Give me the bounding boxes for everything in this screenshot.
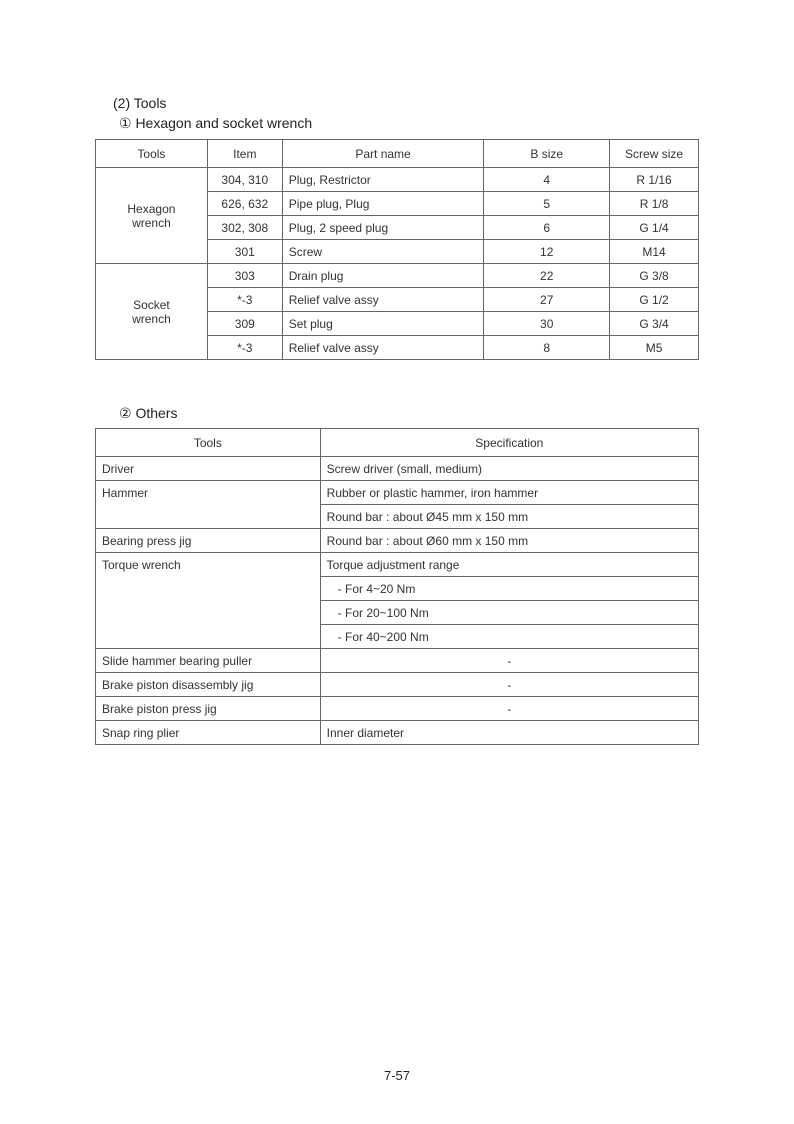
screw-size-cell: R 1/8 bbox=[610, 192, 699, 216]
item-cell: 301 bbox=[207, 240, 282, 264]
item-cell: *-3 bbox=[207, 288, 282, 312]
table-row bbox=[96, 264, 699, 288]
spec-cell: Rubber or plastic hammer, iron hammer bbox=[320, 481, 698, 505]
table-row bbox=[96, 673, 699, 697]
screw-size-cell: G 1/4 bbox=[610, 216, 699, 240]
spec-cell: - For 4~20 Nm bbox=[320, 577, 698, 601]
b-size-cell: 30 bbox=[484, 312, 610, 336]
table-header-row bbox=[96, 429, 699, 457]
spec-cell: Screw driver (small, medium) bbox=[320, 457, 698, 481]
part-name-cell: Plug, Restrictor bbox=[282, 168, 484, 192]
b-size-cell: 5 bbox=[484, 192, 610, 216]
others-table bbox=[95, 428, 699, 745]
tool-cell bbox=[96, 577, 321, 601]
tool-group-label: wrench bbox=[132, 311, 171, 326]
col-header-part-name: Part name bbox=[282, 140, 484, 168]
table-row bbox=[96, 721, 699, 745]
part-name-cell: Set plug bbox=[282, 312, 484, 336]
page-number: 7-57 bbox=[383, 1068, 411, 1083]
tool-cell: Brake piston disassembly jig bbox=[96, 673, 321, 697]
col-header-item: Item bbox=[207, 140, 282, 168]
b-size-cell: 12 bbox=[484, 240, 610, 264]
part-name-cell: Plug, 2 speed plug bbox=[282, 216, 484, 240]
spec-cell: Torque adjustment range bbox=[320, 553, 698, 577]
tool-group-label: wrench bbox=[132, 215, 171, 230]
tool-group-hexagon-wrench bbox=[96, 168, 208, 264]
table-row bbox=[96, 697, 699, 721]
col-header-tools: Tools bbox=[96, 140, 208, 168]
table-row bbox=[96, 649, 699, 673]
spec-cell: - For 20~100 Nm bbox=[320, 601, 698, 625]
tool-group-label: Hexagon bbox=[127, 201, 176, 216]
tool-cell: Hammer bbox=[96, 481, 321, 505]
screw-size-cell: M5 bbox=[610, 336, 699, 360]
b-size-cell: 8 bbox=[484, 336, 610, 360]
col-header-tools: Tools bbox=[96, 429, 321, 457]
b-size-cell: 27 bbox=[484, 288, 610, 312]
tool-cell: Bearing press jig bbox=[96, 529, 321, 553]
item-cell: *-3 bbox=[207, 336, 282, 360]
table-row bbox=[96, 577, 699, 601]
others-title: ② Others bbox=[119, 405, 178, 421]
screw-size-cell: G 3/4 bbox=[610, 312, 699, 336]
tool-group-label: Socket bbox=[133, 297, 170, 312]
table-header-row bbox=[96, 140, 699, 168]
part-name-cell: Relief valve assy bbox=[282, 288, 484, 312]
spec-cell: - bbox=[320, 697, 698, 721]
part-name-cell: Relief valve assy bbox=[282, 336, 484, 360]
hexagon-socket-table bbox=[95, 139, 699, 360]
spec-cell: Round bar : about Ø60 mm x 150 mm bbox=[320, 529, 698, 553]
spec-cell: - For 40~200 Nm bbox=[320, 625, 698, 649]
table-row bbox=[96, 553, 699, 577]
tool-cell bbox=[96, 625, 321, 649]
tool-cell: Driver bbox=[96, 457, 321, 481]
item-cell: 304, 310 bbox=[207, 168, 282, 192]
b-size-cell: 6 bbox=[484, 216, 610, 240]
screw-size-cell: G 3/8 bbox=[610, 264, 699, 288]
tool-cell bbox=[96, 505, 321, 529]
hexagon-socket-title: ① Hexagon and socket wrench bbox=[119, 115, 313, 131]
tool-cell: Snap ring plier bbox=[96, 721, 321, 745]
item-cell: 303 bbox=[207, 264, 282, 288]
tool-cell: Brake piston press jig bbox=[96, 697, 321, 721]
tool-group-socket-wrench bbox=[96, 264, 208, 360]
table-row bbox=[96, 481, 699, 505]
table-row bbox=[96, 168, 699, 192]
b-size-cell: 22 bbox=[484, 264, 610, 288]
part-name-cell: Pipe plug, Plug bbox=[282, 192, 484, 216]
table-row bbox=[96, 505, 699, 529]
screw-size-cell: R 1/16 bbox=[610, 168, 699, 192]
spec-cell: Round bar : about Ø45 mm x 150 mm bbox=[320, 505, 698, 529]
item-cell: 309 bbox=[207, 312, 282, 336]
table-row bbox=[96, 625, 699, 649]
table-row bbox=[96, 601, 699, 625]
part-name-cell: Screw bbox=[282, 240, 484, 264]
part-name-cell: Drain plug bbox=[282, 264, 484, 288]
screw-size-cell: G 1/2 bbox=[610, 288, 699, 312]
item-cell: 626, 632 bbox=[207, 192, 282, 216]
table-row bbox=[96, 529, 699, 553]
spec-cell: - bbox=[320, 649, 698, 673]
tool-cell: Slide hammer bearing puller bbox=[96, 649, 321, 673]
col-header-specification: Specification bbox=[320, 429, 698, 457]
table-row bbox=[96, 457, 699, 481]
screw-size-cell: M14 bbox=[610, 240, 699, 264]
item-cell: 302, 308 bbox=[207, 216, 282, 240]
col-header-screw-size: Screw size bbox=[610, 140, 699, 168]
spec-cell: - bbox=[320, 673, 698, 697]
spec-cell: Inner diameter bbox=[320, 721, 698, 745]
col-header-b-size: B size bbox=[484, 140, 610, 168]
b-size-cell: 4 bbox=[484, 168, 610, 192]
section-title: (2) Tools bbox=[113, 95, 167, 111]
tool-cell: Torque wrench bbox=[96, 553, 321, 577]
tool-cell bbox=[96, 601, 321, 625]
